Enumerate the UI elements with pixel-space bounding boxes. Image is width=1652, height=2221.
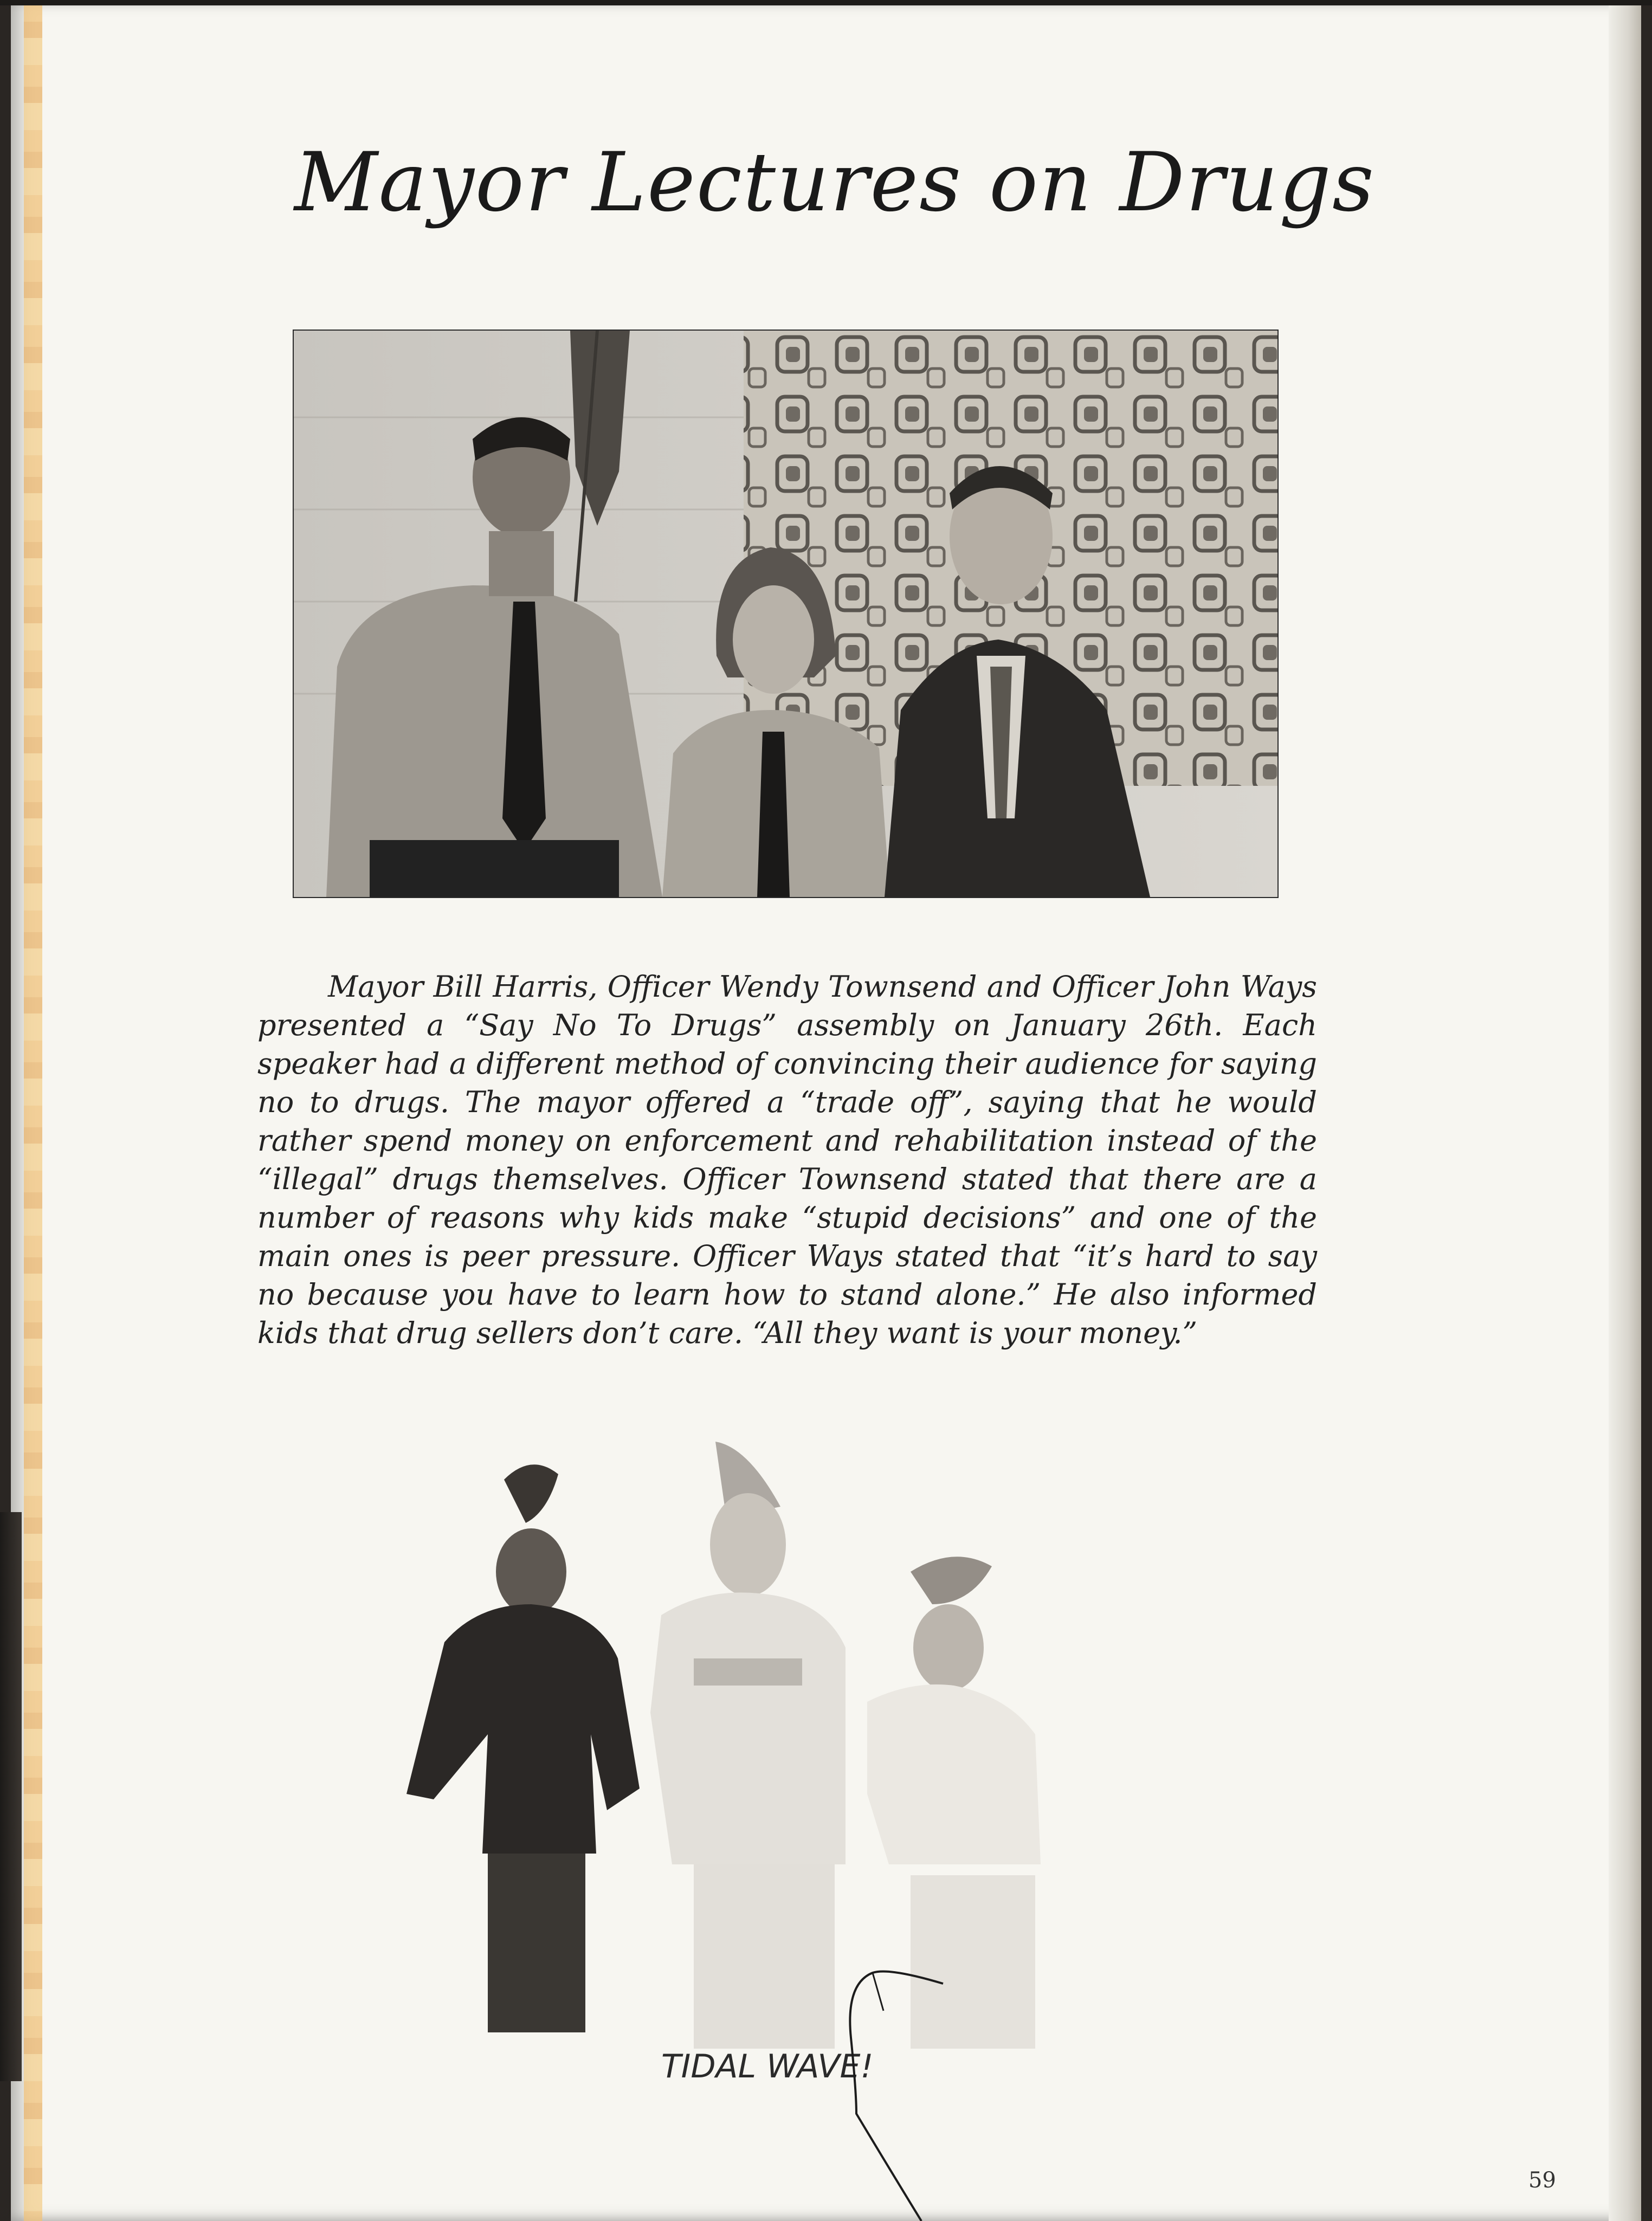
page-title: Mayor Lectures on Drugs bbox=[294, 135, 1376, 230]
pen-mark bbox=[824, 1951, 965, 2221]
photo-caption: TIDAL WAVE! bbox=[661, 2048, 874, 2086]
page-number: 59 bbox=[1528, 2168, 1556, 2193]
page-edge bbox=[1609, 0, 1641, 2221]
yearbook-page bbox=[11, 0, 1641, 2221]
assembly-photo bbox=[293, 330, 1279, 898]
assembly-photo-image bbox=[294, 331, 1277, 897]
spine-stain bbox=[24, 0, 42, 2221]
adjacent-page-edge bbox=[0, 1512, 22, 2081]
tidal-wave-photo bbox=[369, 1442, 1127, 2049]
article-body: Mayor Bill Harris, Officer Wendy Townsend and Officer John Ways presented a “Say No To Drugs” assembly on January 26th. Each speaker had a different method of convincing their audience for saying no to drugs. The mayor offered a “trade off”, saying that he would rather spend money on enforcement and rehabilitation instead of the “illegal” drugs themselves. Officer Townsend stated that there are a number of reasons why kids make “stupid decisions” and one of the main ones is peer pressure. Officer Ways stated that “it’s hard to say no because you have to learn how to stand alone.” He also informed kids that drug sellers don’t care. “All they want is your money.” bbox=[257, 970, 1317, 1350]
tidal-wave-photo-image bbox=[369, 1442, 1127, 2049]
top-edge bbox=[0, 0, 1652, 5]
